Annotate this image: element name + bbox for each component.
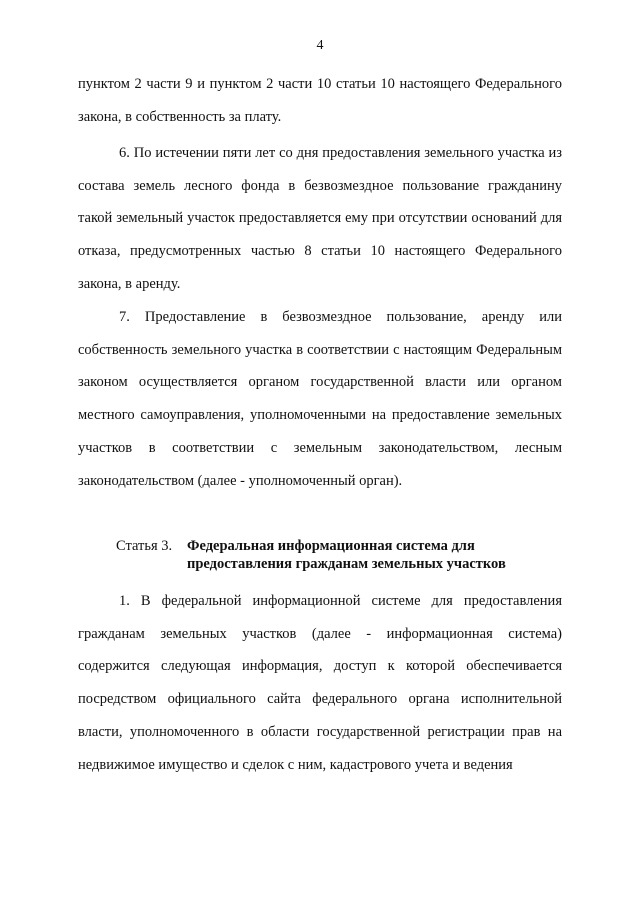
paragraph-item-7: 7. Предоставление в безвозмездное пользование, аренду или собственность земельного участка в соответствии с настоящим Федеральным законом осуществляется органом государственной власти или органом местного самоуправления, уполномоченными на предоставление земельных участков в соответствии с земельным законодательством, лесным законодательством (далее - уполномоченный орган).	[78, 309, 562, 489]
article-heading	[116, 537, 556, 573]
article-title-line-1: Федеральная информационная система для	[187, 538, 475, 554]
paragraph-item-6: 6. По истечении пяти лет со дня предоставления земельного участка из состава земель лесного фонда в безвозмездное пользование гражданину такой земельный участок предоставляется ему при отсутствии оснований для отказа, предусмотренных частью 8 статьи 10 настоящего Федерального закона, в аренду.	[78, 145, 562, 292]
article-label: Статья 3.	[116, 538, 173, 554]
paragraph-article3-item-1: 1. В федеральной информационной системе для предоставления гражданам земельных участков (далее - информационная система) содержится следующая информация, доступ к которой обеспечивается посредством официального сайта федерального органа исполнительной власти, уполномоченного в области государственной регистрации прав на недвижимое имущество и сделок с ним, кадастрового учета и ведения	[78, 593, 562, 773]
article-title-line-2: предоставления гражданам земельных участков	[187, 556, 506, 572]
paragraph-continuation: пунктом 2 части 9 и пунктом 2 части 10 статьи 10 настоящего Федерального закона, в собственность за плату.	[78, 76, 562, 125]
page-number: 4	[316, 38, 324, 53]
